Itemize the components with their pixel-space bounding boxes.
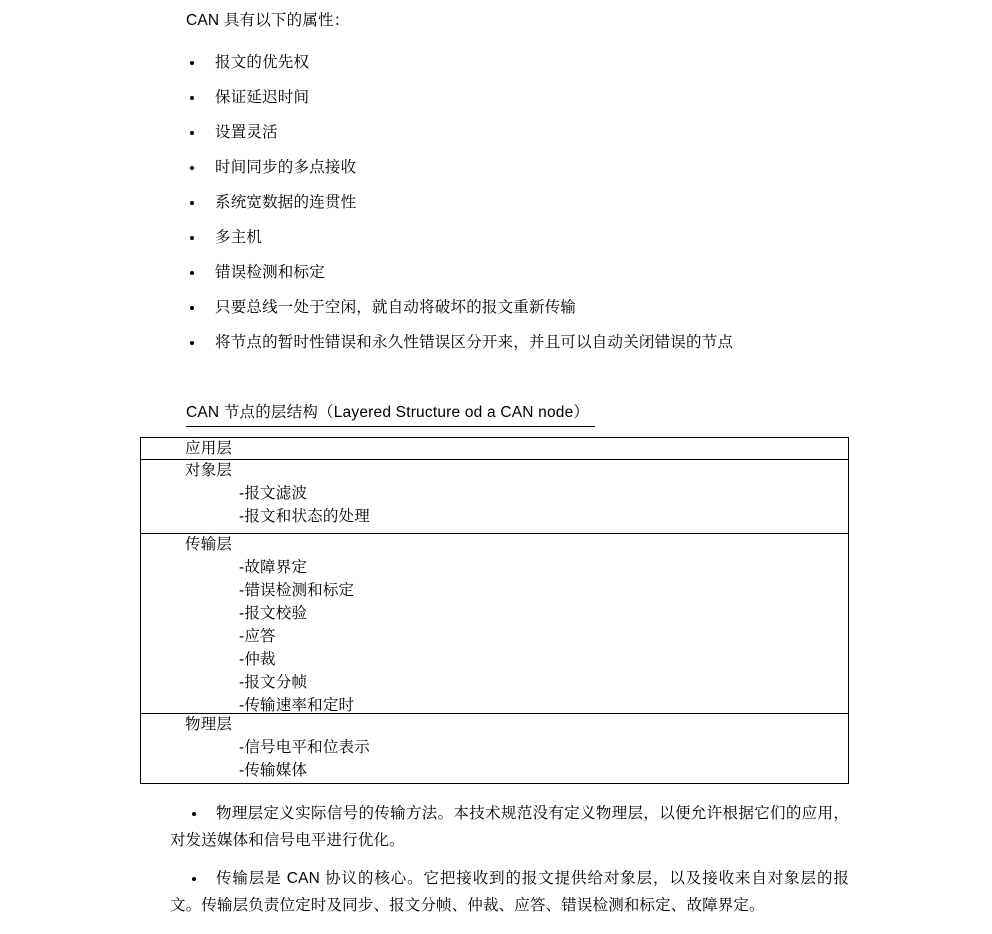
list-item-label: 只要总线一处于空闲，就自动将破坏的报文重新传输 (215, 299, 577, 316)
table-row (141, 534, 848, 714)
layer-sub-item: -报文校验 (239, 605, 308, 622)
list-item (186, 290, 866, 325)
layer-structure-table (140, 437, 849, 784)
bullet-icon (190, 61, 194, 65)
bullet-icon (190, 201, 194, 205)
list-item (186, 325, 866, 360)
list-item (186, 45, 866, 80)
paragraph-text: 传输层是 CAN 协议的核心。它把接收到的报文提供给对象层，以及接收来自对象层的报文。传输层负责位定时及同步、报文分帧、仲裁、应答、错误检测和标定、故障界定。 (170, 870, 849, 914)
bullet-icon (192, 877, 196, 881)
list-item-label: 多主机 (215, 229, 263, 246)
bullet-icon (190, 306, 194, 310)
list-item-label: 错误检测和标定 (215, 264, 325, 281)
layer-name: 对象层 (185, 462, 233, 479)
list-item-label: 时间同步的多点接收 (215, 159, 357, 176)
list-item (186, 185, 866, 220)
bullet-icon (192, 812, 196, 816)
explanation-paragraphs (170, 800, 849, 930)
layer-sub-item: -报文滤波 (239, 485, 308, 502)
list-item-label: 系统宽数据的连贯性 (215, 194, 357, 211)
bullet-icon (190, 131, 194, 135)
list-item-label: 设置灵活 (215, 124, 278, 141)
paragraph (170, 800, 849, 854)
layer-sub-item: -报文分帧 (239, 674, 308, 691)
layer-sub-item: -传输媒体 (239, 762, 308, 779)
intro-paragraph: CAN 具有以下的属性： (186, 12, 350, 29)
paragraph (170, 865, 849, 919)
list-item (186, 150, 866, 185)
list-item-label: 将节点的暂时性错误和永久性错误区分开来，并且可以自动关闭错误的节点 (215, 334, 734, 351)
bullet-icon (190, 166, 194, 170)
list-item (186, 80, 866, 115)
layer-sub-item: -错误检测和标定 (239, 582, 355, 599)
list-item (186, 255, 866, 290)
layer-sub-item: -传输速率和定时 (239, 697, 355, 714)
layer-name: 应用层 (185, 440, 233, 457)
layer-sub-item: -报文和状态的处理 (239, 508, 370, 525)
section-heading: CAN 节点的层结构（Layered Structure od a CAN node） (186, 402, 595, 427)
bullet-icon (190, 96, 194, 100)
list-item-label: 保证延迟时间 (215, 89, 310, 106)
properties-bullet-list (186, 45, 866, 360)
list-item-label: 报文的优先权 (215, 54, 310, 71)
layer-name: 传输层 (185, 536, 233, 553)
bullet-icon (190, 271, 194, 275)
list-item (186, 220, 866, 255)
layer-sub-item: -信号电平和位表示 (239, 739, 370, 756)
bullet-icon (190, 236, 194, 240)
table-row (141, 438, 848, 460)
table-row (141, 714, 848, 783)
layer-sub-item: -仲裁 (239, 651, 276, 668)
bullet-icon (190, 341, 194, 345)
layer-sub-item: -故障界定 (239, 559, 308, 576)
layer-sub-item: -应答 (239, 628, 276, 645)
layer-name: 物理层 (185, 716, 233, 733)
table-row (141, 460, 848, 534)
paragraph-text: 物理层定义实际信号的传输方法。本技术规范没有定义物理层，以便允许根据它们的应用，对发送媒体和信号电平进行优化。 (170, 805, 849, 849)
list-item (186, 115, 866, 150)
